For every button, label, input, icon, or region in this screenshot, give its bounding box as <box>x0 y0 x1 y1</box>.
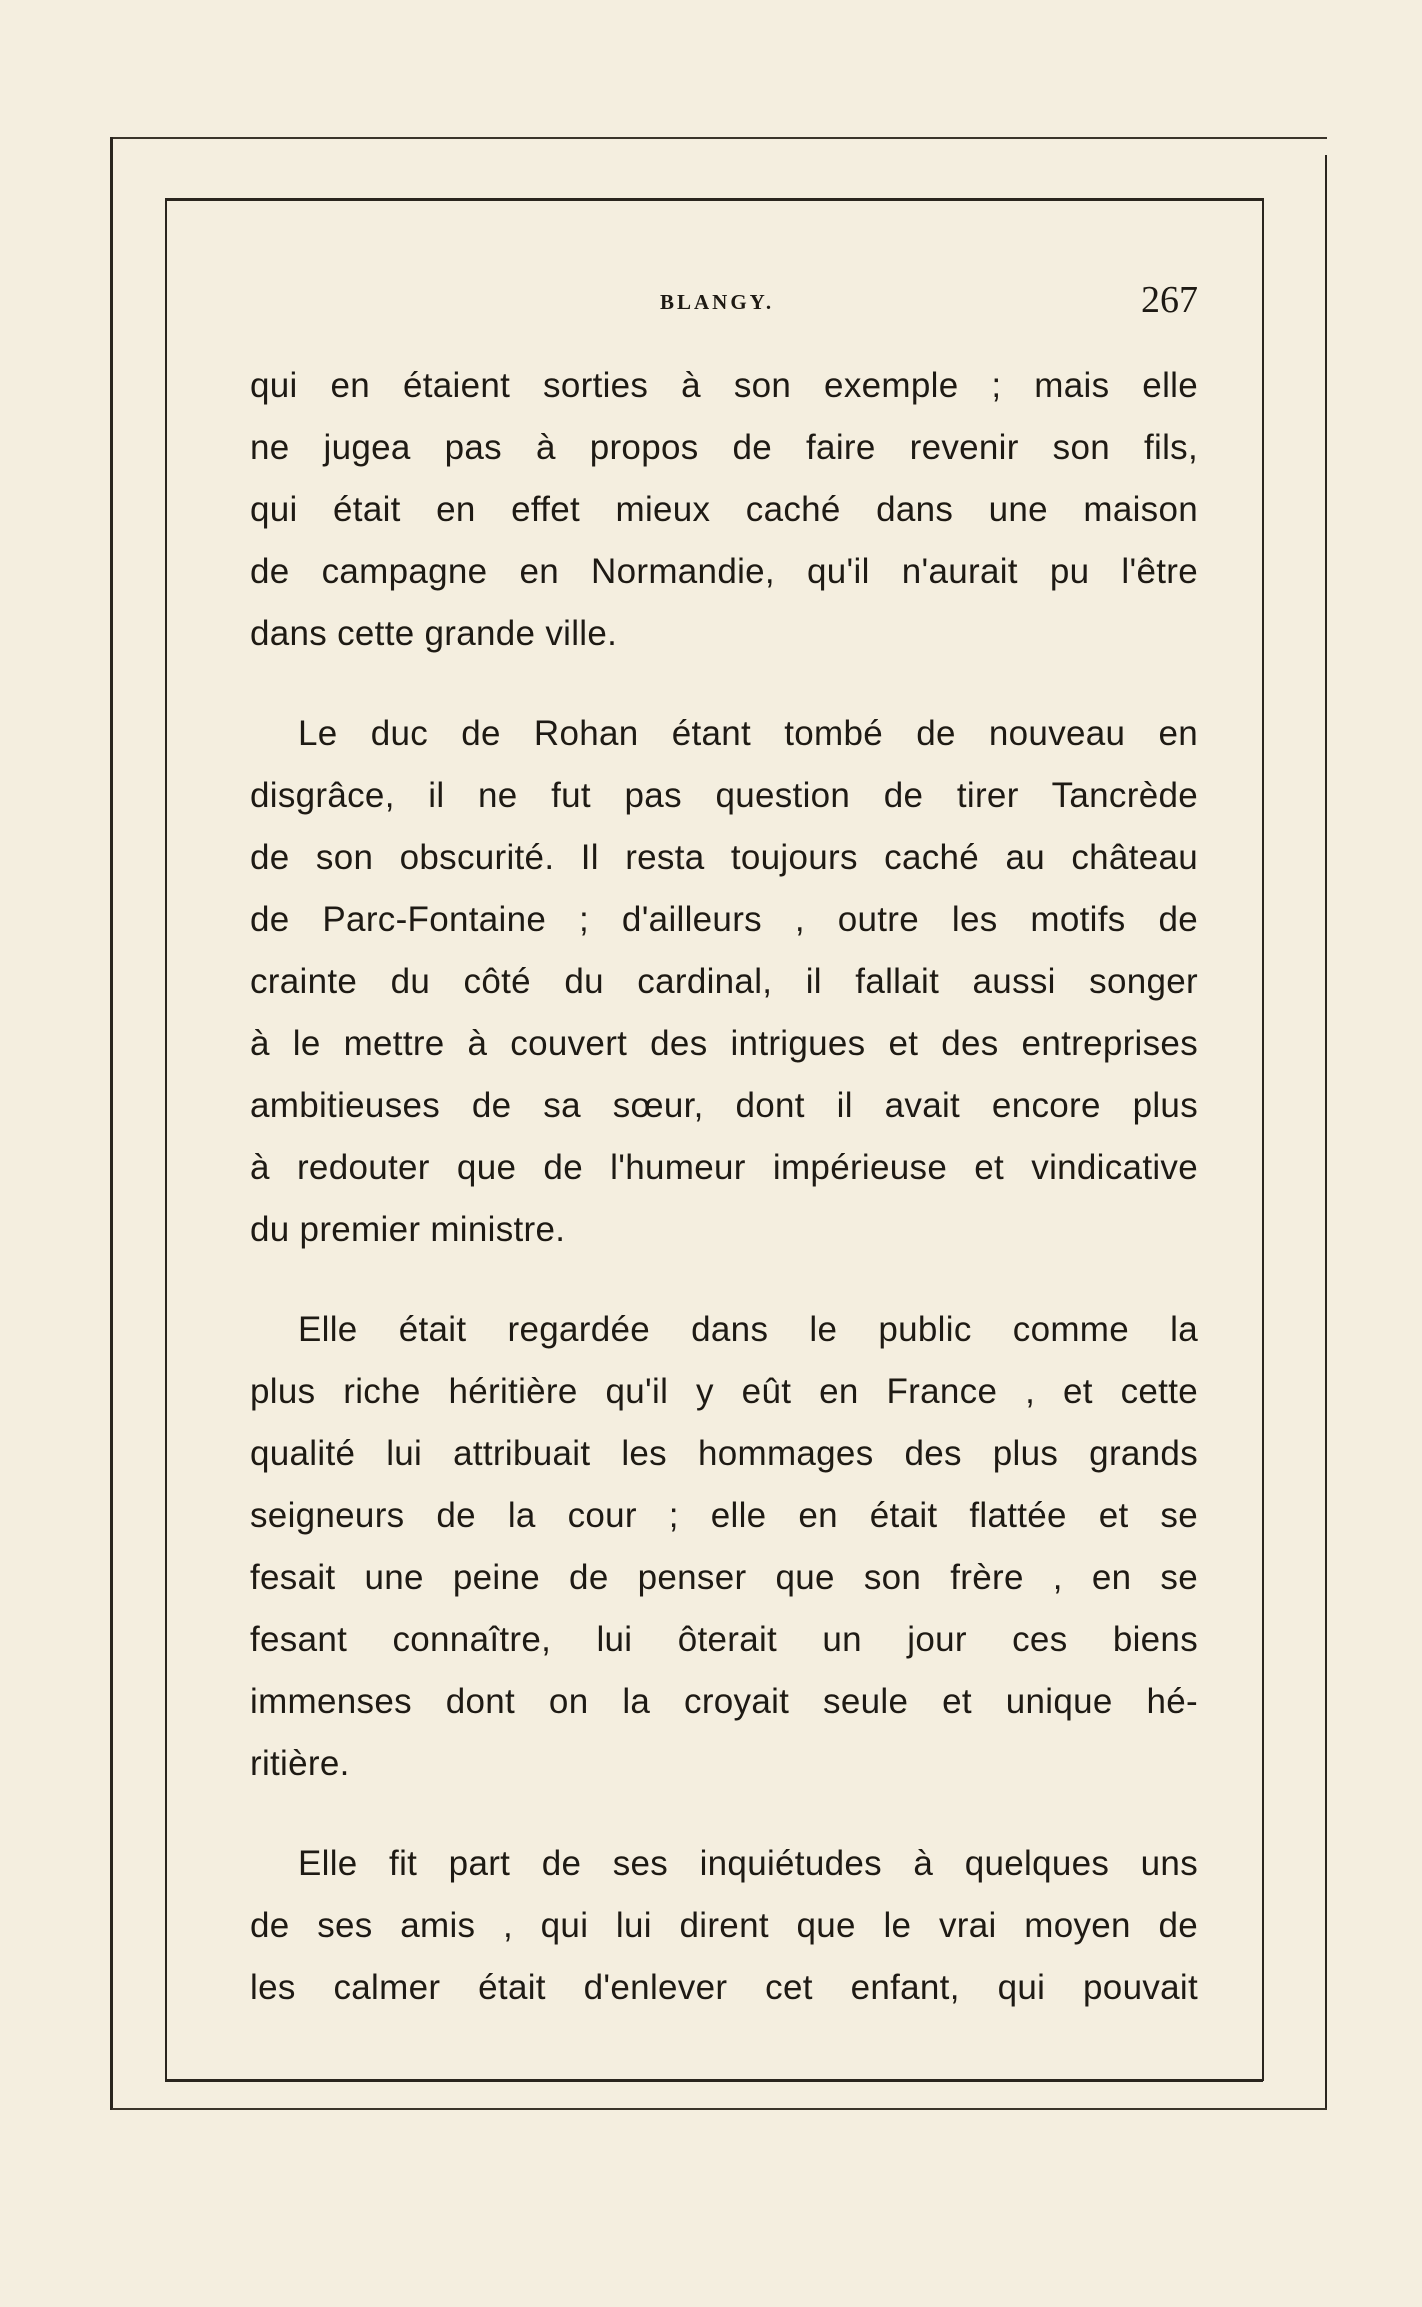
text-line: à le mettre à couvert des intrigues et des entreprises <box>250 1024 1198 1063</box>
text-line: crainte du côté du cardinal, il fallait aussi songer <box>250 962 1198 1001</box>
text-line: Elle fit part de ses inquiétudes à quelques uns <box>298 1844 1198 1883</box>
text-line: Elle était regardée dans le public comme la <box>298 1310 1198 1349</box>
text-line: qui en étaient sorties à son exemple ; mais elle <box>250 366 1198 405</box>
text-line: ritière. <box>250 1744 350 1783</box>
running-title: BLANGY. <box>660 290 775 314</box>
page-number: 267 <box>1141 279 1198 321</box>
text-line: qui était en effet mieux caché dans une maison <box>250 490 1198 529</box>
body-text <box>250 355 1198 2057</box>
text-line: les calmer était d'enlever cet enfant, qui pouvait <box>250 1968 1198 2007</box>
text-line: de son obscurité. Il resta toujours caché au château <box>250 838 1198 877</box>
text-line: seigneurs de la cour ; elle en était flattée et se <box>250 1496 1198 1535</box>
inner-frame-bottom-rule <box>165 2079 1263 2082</box>
text-line: disgrâce, il ne fut pas question de tirer Tancrède <box>250 776 1198 815</box>
text-line: fesant connaître, lui ôterait un jour ces biens <box>250 1620 1198 1659</box>
inner-frame-right-rule <box>1262 198 1264 2081</box>
outer-frame-right-rule <box>1325 155 1327 2110</box>
inner-frame-left-rule <box>165 198 167 2081</box>
text-line: ambitieuses de sa sœur, dont il avait encore plus <box>250 1086 1198 1125</box>
text-line: de Parc-Fontaine ; d'ailleurs , outre les motifs de <box>250 900 1198 939</box>
inner-frame-top-rule <box>165 198 1263 201</box>
running-head <box>250 278 1200 328</box>
text-line: qualité lui attribuait les hommages des plus grands <box>250 1434 1198 1473</box>
text-line: de campagne en Normandie, qu'il n'aurait pu l'être <box>250 552 1198 591</box>
paragraph <box>250 355 1198 665</box>
outer-frame-left-rule <box>110 137 113 2110</box>
paragraph <box>250 703 1198 1261</box>
text-line: fesait une peine de penser que son frère , en se <box>250 1558 1198 1597</box>
text-line: immenses dont on la croyait seule et unique hé- <box>250 1682 1198 1721</box>
text-line: de ses amis , qui lui dirent que le vrai moyen de <box>250 1906 1198 1945</box>
text-line: du premier ministre. <box>250 1210 566 1249</box>
text-line: plus riche héritière qu'il y eût en France , et cette <box>250 1372 1198 1411</box>
text-line: ne jugea pas à propos de faire revenir son fils, <box>250 428 1198 467</box>
text-line: Le duc de Rohan étant tombé de nouveau en <box>298 714 1198 753</box>
text-line: dans cette grande ville. <box>250 614 618 653</box>
paragraph <box>250 1833 1198 2019</box>
outer-frame-top-rule <box>112 137 1327 139</box>
outer-frame-bottom-rule <box>112 2108 1327 2110</box>
text-line: à redouter que de l'humeur impérieuse et vindicative <box>250 1148 1198 1187</box>
paragraph <box>250 1299 1198 1795</box>
